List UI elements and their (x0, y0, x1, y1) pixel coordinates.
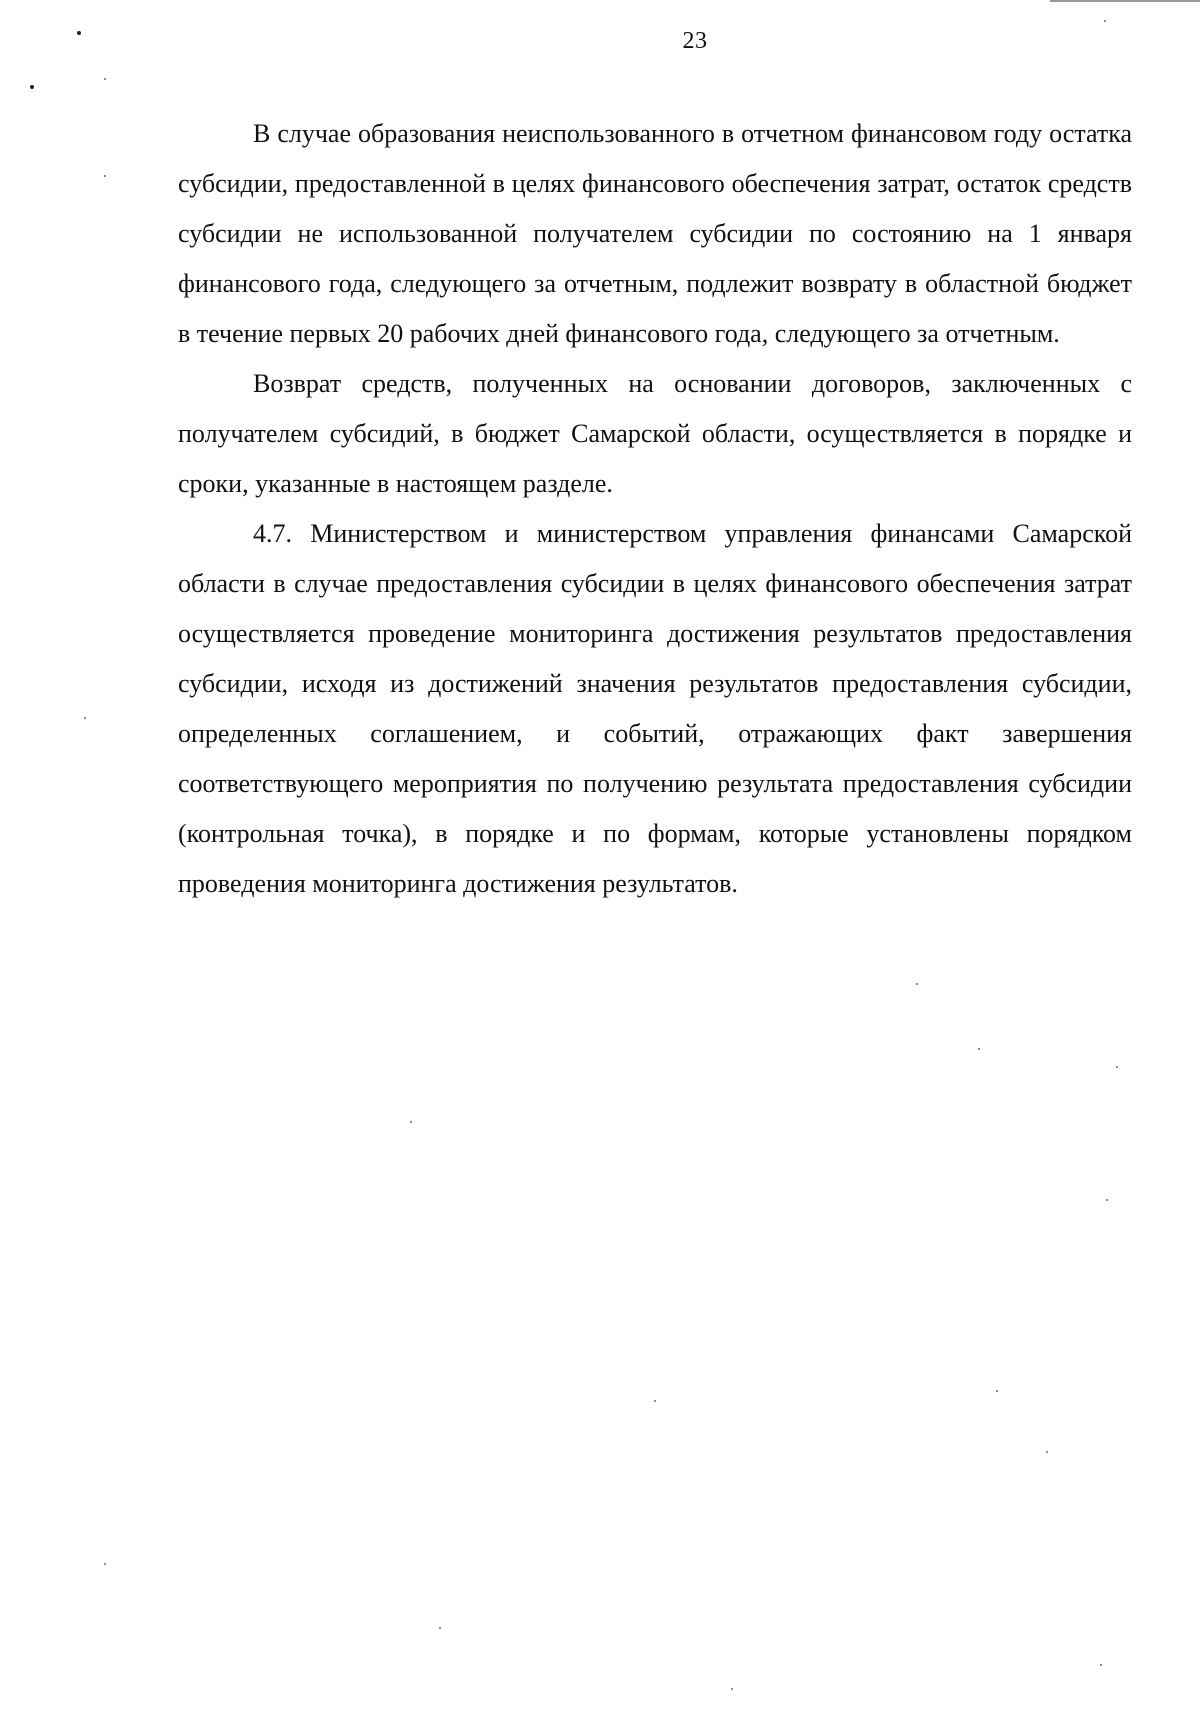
scan-speck (1046, 1451, 1048, 1453)
scan-speck (1106, 1199, 1108, 1201)
scan-speck (1104, 20, 1106, 22)
scan-speck (84, 717, 86, 719)
document-body (178, 109, 1132, 909)
scan-speck (439, 1627, 441, 1629)
scan-speck (654, 1400, 656, 1402)
page-number: 23 (682, 28, 708, 54)
scan-speck (104, 78, 106, 80)
scan-speck (731, 1688, 733, 1690)
paragraph-funds-return: Возврат средств, полученных на основании договоров, заключенных с получателем субсидий, в бюджет Самарской области, осуществляется в порядке и сроки, указанные в настоящем разделе. (178, 369, 1132, 498)
scan-speck (30, 85, 34, 89)
scan-edge-line (1050, 0, 1200, 2)
scan-speck (77, 31, 81, 35)
paragraph-4-7-monitoring: 4.7. Министерством и министерством управления финансами Самарской области в случае предоставления субсидии в целях финансового обеспечения затрат осуществляется проведение мониторинга достижения результатов предоставления субсидии, исходя из достижений значения результатов предоставления субсидии, определенных соглашением, и событий, отражающих факт завершения соответствующего мероприятия по получению результата предоставления субсидии (контрольная точка), в порядке и по формам, которые установлены порядком проведения мониторинга достижения результатов. (178, 519, 1132, 898)
scan-speck (104, 1563, 106, 1565)
scan-speck (410, 1121, 412, 1123)
scan-speck (916, 983, 918, 985)
scan-speck (104, 175, 106, 177)
scan-speck (996, 1390, 998, 1392)
scan-speck (978, 1048, 980, 1050)
scan-speck (1116, 1066, 1118, 1068)
paragraph-subsidy-balance-return: В случае образования неиспользованного в отчетном финансовом году остатка субсидии, предоставленной в целях финансового обеспечения затрат, остаток средств субсидии не использованной получателем субсидии по состоянию на 1 января финансового года, следующего за отчетным, подлежит возврату в областной бюджет в течение первых 20 рабочих дней финансового года, следующего за отчетным. (178, 119, 1132, 348)
scan-speck (1100, 1664, 1102, 1666)
